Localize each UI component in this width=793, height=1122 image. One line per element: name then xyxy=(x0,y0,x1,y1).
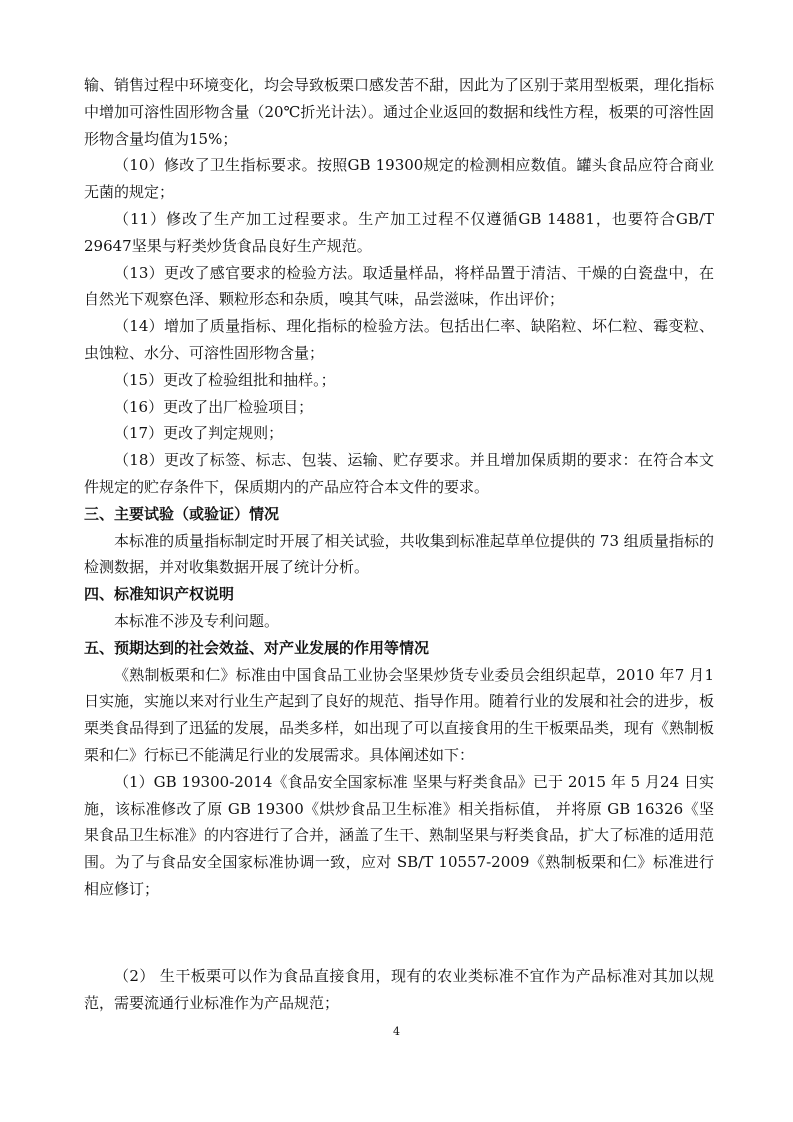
list-item-17: （17）更改了判定规则； xyxy=(114,424,284,443)
blank-gap xyxy=(84,903,714,963)
section-heading-5: 五、预期达到的社会效益、对产业发展的作用等情况 xyxy=(84,638,430,657)
section-3-text: 本标准的质量指标制定时开展了相关试验，共收集到标准起草单位提供的 73 组质量指标的检测数据，并对收集数据开展了统计分析。 xyxy=(84,531,714,577)
section-5-item-1: （1）GB 19300-2014《食品安全国家标准 坚果与籽类食品》已于 2015 年 5 月24 日实施，该标准修改了原 GB 19300《烘炒食品卫生标准》相关指标值， 并将原 GB 16326《坚果食品卫生标准》的内容进行了合并，涵盖了生干、熟制坚果与籽类食品，扩大了标准的适用范围。为了与食品安全国家标准协调一致，应对 SB/T 10557-2009《熟制板栗和仁》标准进行相应修订； xyxy=(84,772,715,898)
list-item-16: （16）更改了出厂检验项目； xyxy=(114,397,314,416)
list-item-11: （11）修改了生产加工过程要求。生产加工过程不仅遵循GB 14881，也要符合GB/T 29647坚果与籽类炒货食品良好生产规范。 xyxy=(84,209,714,255)
section-heading-4: 四、标准知识产权说明 xyxy=(84,585,235,604)
document-body xyxy=(84,72,714,1016)
paragraph-continuation: 输、销售过程中环境变化，均会导致板栗口感发苦不甜，因此为了区别于菜用型板栗，理化指标中增加可溶性固形物含量（20℃折光计法）。通过企业返回的数据和线性方程，板栗的可溶性固形物含量均值为15%； xyxy=(84,76,715,148)
page-number: 4 xyxy=(393,1025,400,1038)
list-item-18: （18）更改了标签、标志、包装、运输、贮存要求。并且增加保质期的要求：在符合本文件规定的贮存条件下，保质期内的产品应符合本文件的要求。 xyxy=(84,451,714,496)
list-item-14: （14）增加了质量指标、理化指标的检验方法。包括出仁率、缺陷粒、坏仁粒、霉变粒、虫蚀粒、水分、可溶性固形物含量； xyxy=(84,317,714,362)
list-item-10: （10）修改了卫生指标要求。按照GB 19300规定的检测相应数值。罐头食品应符合商业无菌的规定； xyxy=(84,156,714,202)
section-heading-3: 三、主要试验（或验证）情况 xyxy=(84,504,280,523)
list-item-13: （13）更改了感官要求的检验方法。取适量样品，将样品置于清洁、干燥的白瓷盘中，在自然光下观察色泽、颗粒形态和杂质，嗅其气味，品尝滋味，作出评价； xyxy=(84,263,714,309)
list-item-15: （15）更改了检验组批和抽样。； xyxy=(114,370,336,389)
section-4-text: 本标准不涉及专利问题。 xyxy=(114,611,280,630)
section-5-intro: 《熟制板栗和仁》标准由中国食品工业协会坚果炒货专业委员会组织起草，2010 年7 月1 日实施，实施以来对行业生产起到了良好的规范、指导作用。随着行业的发展和社会的进步，板栗类食品得到了迅猛的发展，品类多样，如出现了可以直接食用的生干板栗品类，现有《熟制板栗和仁》行标已不能满足行业的发展需求。具体阐述如下： xyxy=(84,665,715,764)
section-5-item-2: （2） 生干板栗可以作为食品直接食用，现有的农业类标准不宜作为产品标准对其加以规范，需要流通行业标准作为产品规范； xyxy=(84,966,714,1012)
